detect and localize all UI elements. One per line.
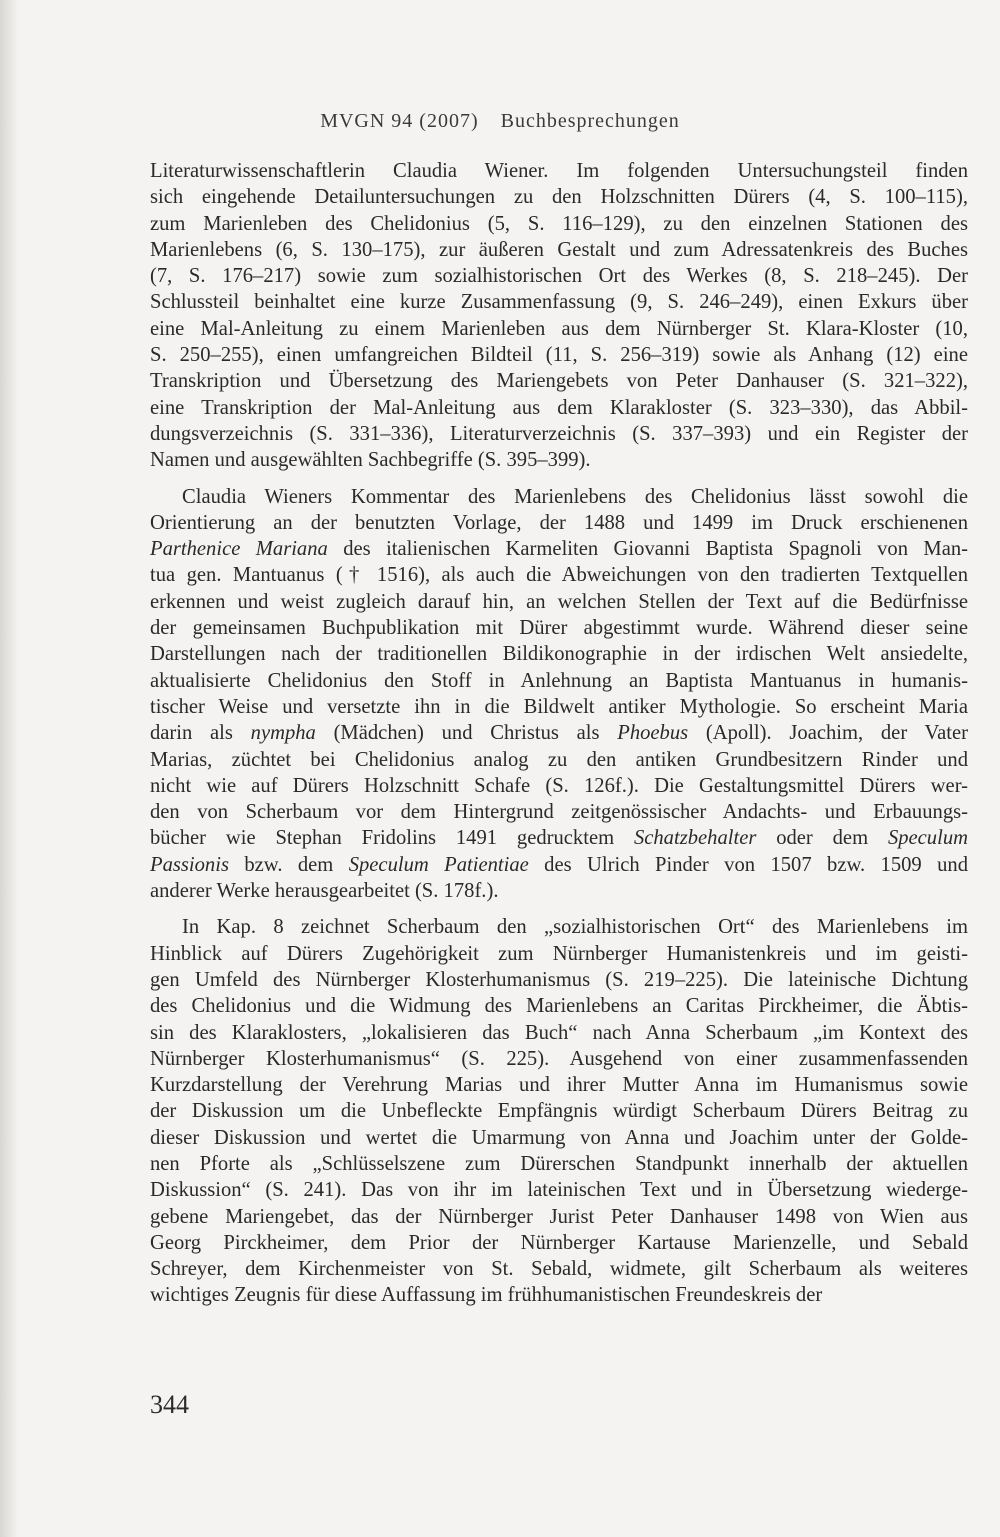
text-line — [150, 1177, 968, 1203]
text-line — [150, 641, 968, 667]
text-line — [150, 967, 968, 993]
text-run: des Ulrich Pinder von 1507 bzw. 1509 und — [528, 853, 968, 876]
section-title: Buchbesprechungen — [500, 110, 680, 132]
text-line — [150, 878, 968, 904]
paragraph — [150, 484, 968, 905]
text-run: tua gen. Mantuanus († 1516), als auch die Abweichungen von den tradierten Textquellen — [150, 564, 968, 587]
text-line — [150, 237, 968, 263]
text-run: Nürnberger Klosterhumanismus“ (S. 225). Ausgehend von einer zusammenfassenden — [150, 1047, 968, 1070]
text-line — [150, 158, 968, 184]
text-line — [150, 1282, 968, 1308]
running-head — [0, 110, 1000, 133]
text-run: der gemeinsamen Buchpublikation mit Dürer abgestimmt wurde. Während dieser seine — [150, 617, 968, 640]
text-line — [150, 562, 968, 588]
text-line — [150, 368, 968, 394]
text-run: anderer Werke herausgearbeitet (S. 178f.). — [150, 880, 499, 903]
text-run: Diskussion“ (S. 241). Das von ihr im lateinischen Text und in Übersetzung wiederge- — [150, 1179, 968, 1202]
text-run: des italienischen Karmeliten Giovanni Baptista Spagnoli von Man- — [327, 538, 968, 561]
text-line — [150, 720, 968, 746]
text-run: Marias, züchtet bei Chelidonius analog zu den antiken Grundbesitzern Rinder und — [150, 748, 968, 771]
text-run: Schlussteil beinhaltet eine kurze Zusammenfassung (9, S. 246–249), einen Exkurs über — [150, 291, 968, 314]
text-line — [150, 316, 968, 342]
text-run: Schreyer, dem Kirchenmeister von St. Sebald, widmete, gilt Scherbaum als weiteres — [150, 1258, 968, 1281]
text-run: wichtiges Zeugnis für diese Auffassung im frühhumanistischen Freundeskreis der — [150, 1284, 823, 1307]
text-run: Namen und ausgewählten Sachbegriffe (S. 395–399). — [150, 449, 591, 472]
text-line — [150, 1046, 968, 1072]
paragraph — [150, 914, 968, 1308]
text-line — [150, 1125, 968, 1151]
text-run: eine Mal-Anleitung zu einem Marienleben aus dem Nürnberger St. Klara-Kloster (10, — [150, 317, 968, 340]
page-edge-shadow — [0, 0, 18, 1537]
text-line — [150, 615, 968, 641]
text-run: den von Scherbaum vor dem Hintergrund zeitgenössischer Andachts- und Erbauungs- — [150, 801, 968, 824]
text-line — [150, 1072, 968, 1098]
body-text — [150, 158, 968, 1309]
text-run: sich eingehende Detailuntersuchungen zu den Holzschnitten Dürers (4, S. 100–115), — [150, 186, 968, 209]
text-run: Claudia Wieners Kommentar des Marienlebens des Chelidonius lässt sowohl die — [182, 485, 968, 508]
text-run: nen Pforte als „Schlüsselszene zum Dürerschen Standpunkt innerhalb der aktuellen — [150, 1152, 968, 1175]
text-line — [150, 825, 968, 851]
text-run: eine Transkription der Mal-Anleitung aus dem Klarakloster (S. 323–330), das Abbil- — [150, 396, 968, 419]
text-line — [150, 852, 968, 878]
text-line — [150, 289, 968, 315]
text-line — [150, 589, 968, 615]
text-line — [150, 211, 968, 237]
paragraph-gap — [150, 474, 968, 484]
text-line — [150, 536, 968, 562]
text-line — [150, 993, 968, 1019]
text-line — [150, 510, 968, 536]
text-run: (Mädchen) und Christus als — [315, 722, 618, 745]
text-line — [150, 747, 968, 773]
italic-title: Phoebus — [617, 722, 689, 745]
text-run: S. 250–255), einen umfangreichen Bildteil (11, S. 256–319) sowie als Anhang (12) eine — [150, 344, 968, 367]
text-line — [150, 799, 968, 825]
text-run: Hinblick auf Dürers Zugehörigkeit zum Nürnberger Humanistenkreis und im geisti- — [150, 942, 968, 965]
italic-title: Schatzbehalter — [633, 827, 757, 850]
text-run: gebene Mariengebet, das der Nürnberger Jurist Peter Danhauser 1498 von Wien aus — [150, 1205, 968, 1228]
text-line — [150, 1151, 968, 1177]
text-run: tischer Weise und versetzte ihn in die Bildwelt antiker Mythologie. So erscheint Maria — [150, 695, 968, 718]
text-run: des Chelidonius und die Widmung des Marienlebens an Caritas Pirckheimer, die Äbtis- — [150, 995, 968, 1018]
text-run: Marienlebens (6, S. 130–175), zur äußeren Gestalt und zum Adressatenkreis des Buches — [150, 238, 968, 261]
text-run: der Diskussion um die Unbefleckte Empfängnis würdigt Scherbaum Dürers Beitrag zu — [150, 1100, 968, 1123]
italic-title: Speculum — [887, 827, 968, 850]
text-run: Kurzdarstellung der Verehrung Marias und ihrer Mutter Anna im Humanismus sowie — [150, 1074, 968, 1097]
text-line — [150, 1256, 968, 1282]
text-run: nicht wie auf Dürers Holzschnitt Schafe (S. 126f.). Die Gestaltungsmittel Dürers wer- — [150, 774, 968, 797]
text-line — [150, 941, 968, 967]
text-run: Georg Pirckheimer, dem Prior der Nürnberger Kartause Marienzelle, und Sebald — [150, 1231, 968, 1254]
text-run: Literaturwissenschaftlerin Claudia Wiener. Im folgenden Untersuchungsteil finden — [150, 160, 968, 182]
text-run: Orientierung an der benutzten Vorlage, der 1488 und 1499 im Druck erschienenen — [150, 511, 968, 534]
text-line — [150, 1098, 968, 1124]
text-line — [150, 694, 968, 720]
text-run: dieser Diskussion und wertet die Umarmung von Anna und Joachim unter der Golde- — [150, 1126, 968, 1149]
text-run: (7, S. 176–217) sowie zum sozialhistorischen Ort des Werkes (8, S. 218–245). Der — [150, 265, 968, 288]
text-run: bücher wie Stephan Fridolins 1491 gedrucktem — [150, 827, 634, 850]
page-number: 344 — [150, 1390, 189, 1419]
italic-title: Speculum Patientiae — [348, 853, 529, 876]
text-run: (Apoll). Joachim, der Vater — [688, 722, 968, 745]
text-run: erkennen und weist zugleich darauf hin, an welchen Stellen der Text auf die Bedürfnisse — [150, 590, 968, 613]
paragraph — [150, 158, 968, 474]
text-line — [150, 668, 968, 694]
text-line — [150, 447, 968, 473]
text-run: zum Marienleben des Chelidonius (5, S. 116–129), zu den einzelnen Stationen des — [150, 212, 968, 235]
text-line — [150, 342, 968, 368]
text-run: aktualisierte Chelidonius den Stoff in Anlehnung an Baptista Mantuanus in humanis- — [150, 669, 968, 692]
text-run: oder dem — [756, 827, 888, 850]
text-run: In Kap. 8 zeichnet Scherbaum den „sozialhistorischen Ort“ des Marienlebens im — [182, 916, 968, 939]
text-run: sin des Klaraklosters, „lokalisieren das Buch“ nach Anna Scherbaum „im Kontext des — [150, 1021, 968, 1044]
italic-title: nympha — [250, 722, 316, 745]
journal-reference: MVGN 94 (2007) — [320, 110, 479, 132]
text-line — [150, 484, 968, 510]
italic-title: Passionis — [150, 853, 229, 876]
text-line — [150, 395, 968, 421]
text-run: dungsverzeichnis (S. 331–336), Literaturverzeichnis (S. 337–393) und ein Register der — [150, 422, 968, 445]
text-line — [150, 1230, 968, 1256]
text-line — [150, 773, 968, 799]
text-run: gen Umfeld des Nürnberger Klosterhumanismus (S. 219–225). Die lateinische Dichtung — [150, 968, 968, 991]
italic-title: Parthenice Mariana — [150, 538, 328, 561]
text-run: darin als — [150, 722, 251, 745]
text-line — [150, 184, 968, 210]
text-run: bzw. dem — [228, 853, 349, 876]
text-line — [150, 1020, 968, 1046]
text-line — [150, 263, 968, 289]
paragraph-gap — [150, 904, 968, 914]
text-run: Darstellungen nach der traditionellen Bildikonographie in der irdischen Welt ansiedelte, — [150, 643, 968, 666]
text-line — [150, 914, 968, 940]
text-run: Transkription und Übersetzung des Mariengebets von Peter Danhauser (S. 321–322), — [150, 370, 968, 393]
text-line — [150, 421, 968, 447]
text-line — [150, 1204, 968, 1230]
